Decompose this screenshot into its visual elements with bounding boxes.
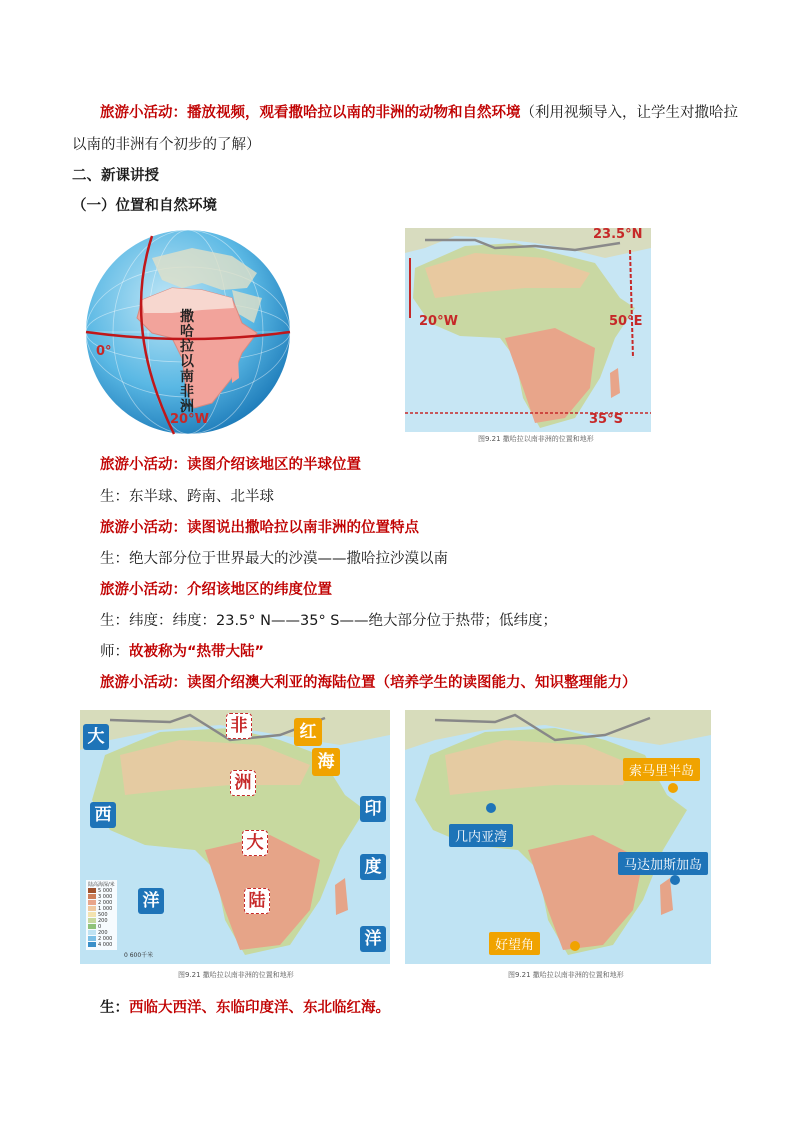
legend-value: 4 000 bbox=[98, 942, 113, 948]
legend-title: 陆高海深/米 bbox=[88, 882, 115, 888]
legend-value: 500 bbox=[98, 912, 108, 918]
ocean-tag-da: 大 bbox=[83, 724, 109, 750]
continent-tag-da: 大 bbox=[242, 830, 268, 856]
activity-hemisphere: 旅游小活动：读图介绍该地区的半球位置 bbox=[100, 457, 361, 473]
activity-sea-land: 旅游小活动：读图介绍澳大利亚的海陆位置（培养学生的读图能力、知识整理能力） bbox=[100, 675, 637, 691]
section-heading: 二、新课讲授 bbox=[72, 168, 159, 184]
intro-line-2: 以南的非洲有个初步的了解） bbox=[72, 137, 261, 153]
label-gulf-of-guinea: 几内亚湾 bbox=[449, 824, 513, 847]
map2-scale: 0 600千米 bbox=[124, 952, 154, 959]
answer-location: 生：绝大部分位于世界最大的沙漠——撒哈拉沙漠以南 bbox=[100, 551, 448, 567]
answer-sea-land bbox=[100, 998, 390, 1018]
ocean-tag-yang-2: 洋 bbox=[360, 926, 386, 952]
legend-value: 5 000 bbox=[98, 888, 113, 894]
map-latitude-longitude bbox=[405, 228, 651, 432]
legend-value: 200 bbox=[98, 918, 108, 924]
map3-caption: 图9.21 撒哈拉以南非洲的位置和地形 bbox=[508, 971, 624, 979]
map-oceans bbox=[80, 710, 390, 964]
map1-label-50e: 50°E bbox=[609, 314, 643, 329]
answer-prefix: 生： bbox=[100, 1000, 129, 1016]
legend-value: 2 000 bbox=[98, 900, 113, 906]
legend-value: 1 000 bbox=[98, 906, 113, 912]
teacher-line bbox=[100, 642, 264, 662]
continent-tag-lu: 陆 bbox=[244, 888, 270, 914]
map1-label-35s: 35°S bbox=[589, 412, 623, 427]
ocean-tag-yang-1: 洋 bbox=[138, 888, 164, 914]
activity-latitude: 旅游小活动：介绍该地区的纬度位置 bbox=[100, 582, 332, 598]
intro-line-1 bbox=[100, 103, 738, 123]
globe-label-20w: 20°W bbox=[170, 412, 209, 427]
teacher-prefix: 师： bbox=[100, 644, 129, 660]
globe-figure bbox=[82, 228, 294, 438]
intro-note: （利用视频导入，让学生对撒哈拉 bbox=[520, 105, 738, 121]
globe-region-label: 撒哈拉以南非洲 bbox=[180, 309, 194, 415]
answer-latitude: 生：纬度：纬度：23.5° N——35° S——绝大部分位于热带；低纬度； bbox=[100, 613, 558, 629]
africa-map-1 bbox=[405, 228, 651, 432]
sea-tag-hai: 海 bbox=[312, 748, 340, 776]
legend-value: 0 bbox=[98, 924, 102, 930]
ocean-tag-du: 度 bbox=[360, 854, 386, 880]
answer-hemisphere: 生：东半球、跨南、北半球 bbox=[100, 489, 274, 505]
ocean-tag-yin: 印 bbox=[360, 796, 386, 822]
map2-legend bbox=[86, 880, 117, 950]
subsection-heading: （一）位置和自然环境 bbox=[72, 198, 217, 214]
globe-label-0: 0° bbox=[96, 344, 112, 359]
answer-statement: 西临大西洋、东临印度洋、东北临红海。 bbox=[129, 1000, 390, 1016]
continent-tag-fei: 非 bbox=[226, 713, 252, 739]
activity-location: 旅游小活动：读图说出撒哈拉以南非洲的位置特点 bbox=[100, 520, 419, 536]
ocean-tag-xi: 西 bbox=[90, 802, 116, 828]
teacher-statement: 故被称为“热带大陆” bbox=[129, 644, 265, 660]
map1-caption: 图9.21 撒哈拉以南非洲的位置和地形 bbox=[478, 435, 594, 443]
map1-label-23n: 23.5°N bbox=[593, 228, 643, 242]
label-madagascar: 马达加斯加岛 bbox=[618, 852, 708, 875]
label-cape-of-good-hope: 好望角 bbox=[489, 932, 540, 955]
legend-value: 2 000 bbox=[98, 936, 113, 942]
sea-tag-hong: 红 bbox=[294, 718, 322, 746]
map-landforms bbox=[405, 710, 711, 964]
legend-value: 200 bbox=[98, 930, 108, 936]
intro-activity: 旅游小活动：播放视频，观看撒哈拉以南的非洲的动物和自然环境 bbox=[100, 105, 521, 121]
legend-value: 3 000 bbox=[98, 894, 113, 900]
africa-map-2 bbox=[80, 710, 390, 964]
continent-tag-zhou: 洲 bbox=[230, 770, 256, 796]
map1-label-20w: 20°W bbox=[419, 314, 458, 329]
map2-caption: 图9.21 撒哈拉以南非洲的位置和地形 bbox=[178, 971, 294, 979]
label-somali-peninsula: 索马里半岛 bbox=[623, 758, 700, 781]
